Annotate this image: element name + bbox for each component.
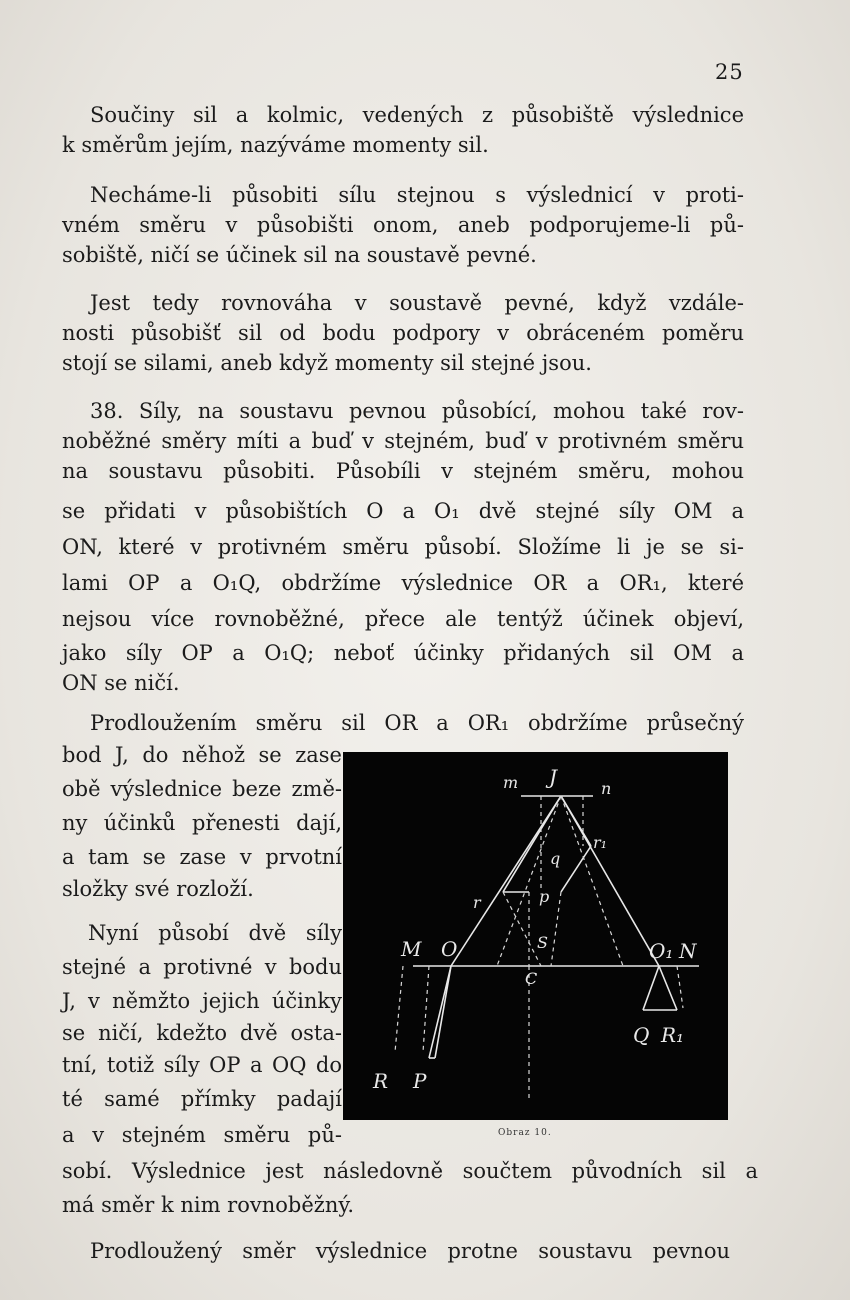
dashed-line	[503, 892, 541, 966]
text-line: obě výslednice beze změ-	[62, 777, 342, 801]
text-line: sobiště, ničí se účinek sil na soustavě pevné.	[62, 243, 537, 267]
label-r1: r₁	[593, 833, 608, 852]
line-OP	[435, 966, 451, 1058]
label-P: P	[413, 1069, 427, 1093]
label-S: S	[537, 933, 548, 952]
label-N: N	[679, 939, 697, 963]
text-line: se ničí, kdežto dvě osta-	[62, 1021, 342, 1045]
label-r: r	[473, 893, 481, 912]
text-line: na soustavu působiti. Působíli v stejném směru, mohou	[62, 459, 744, 483]
dashed-line	[677, 966, 683, 1008]
text-line: vném směru v působišti onom, aneb podporujeme-li pů-	[62, 213, 744, 237]
text-line: Prodloužený směr výslednice protne soustavu pevnou	[90, 1239, 730, 1263]
text-line: tní, totiž síly OP a OQ do	[62, 1053, 342, 1077]
text-line: Jest tedy rovnováha v soustavě pevné, když vzdále-	[90, 291, 744, 315]
text-line: nosti působišť sil od bodu podpory v obráceném poměru	[62, 321, 744, 345]
text-line: 38. Síly, na soustavu pevnou působící, mohou také rov-	[90, 399, 744, 423]
dashed-line	[561, 796, 623, 966]
line-O1Q	[643, 966, 659, 1010]
text-line: sobí. Výslednice jest následovně součtem původních sil a	[62, 1159, 758, 1183]
text-line: stojí se silami, aneb když momenty sil stejné jsou.	[62, 351, 592, 375]
line-OR	[429, 966, 451, 1058]
label-C: C	[525, 969, 538, 988]
text-line: bod J, do něhož se zase	[62, 743, 342, 767]
text-line: té samé přímky padají	[62, 1087, 342, 1111]
text-line: se přidati v působištích O a O₁ dvě stejné síly OM a	[62, 499, 744, 523]
label-R1: R₁	[661, 1023, 685, 1047]
label-O1: O₁	[649, 939, 674, 963]
line-r1p	[561, 846, 591, 892]
text-line: Součiny sil a kolmic, vedených z působiště výslednice	[90, 103, 744, 127]
dashed-line	[423, 966, 429, 1052]
label-m: m	[503, 773, 519, 792]
force-diagram-figure	[343, 752, 728, 1120]
text-line: jako síly OP a O₁Q; neboť účinky přidaných sil OM a	[62, 641, 744, 665]
line-Jr1	[561, 796, 591, 846]
text-line: ON se ničí.	[62, 671, 180, 695]
figure-caption: Obraz 10.	[498, 1128, 552, 1138]
text-line: noběžné směry míti a buď v stejném, buď v protivném směru	[62, 429, 744, 453]
text-line: složky své rozloží.	[62, 877, 254, 901]
text-line: Necháme-li působiti sílu stejnou s výslednicí v proti-	[90, 183, 744, 207]
text-line: Prodloužením směru sil OR a OR₁ obdržíme průsečný	[90, 711, 744, 735]
text-line: a tam se zase v prvotní	[62, 845, 342, 869]
page-number: 25	[715, 60, 744, 84]
label-Q: Q	[633, 1023, 650, 1047]
text-line: lami OP a O₁Q, obdržíme výslednice OR a OR₁, které	[62, 571, 744, 595]
text-line: J, v němžto jejich účinky	[62, 989, 342, 1013]
text-line: ny účinků přenesti dají,	[62, 811, 342, 835]
label-O: O	[441, 937, 458, 961]
text-line: ON, které v protivném směru působí. Složíme li je se si-	[62, 535, 744, 559]
text-line: a v stejném směru pů-	[62, 1123, 342, 1147]
label-M: M	[401, 937, 422, 961]
line-Jr	[503, 796, 561, 892]
dashed-line	[551, 892, 561, 966]
text-line: stejné a protivné v bodu	[62, 955, 342, 979]
text-line: Nyní působí dvě síly	[88, 921, 342, 945]
label-J: J	[549, 765, 558, 789]
label-p: p	[539, 887, 550, 906]
label-R: R	[373, 1069, 389, 1093]
dashed-line	[395, 966, 403, 1052]
force-diagram	[343, 752, 728, 1120]
text-line: nejsou více rovnoběžné, přece ale tentýž účinek objeví,	[62, 607, 744, 631]
text-line: má směr k nim rovnoběžný.	[62, 1193, 355, 1217]
label-n: n	[601, 779, 612, 798]
label-q: q	[550, 849, 561, 868]
line-O1R1	[659, 966, 677, 1010]
text-line: k směrům jejím, nazýváme momenty sil.	[62, 133, 489, 157]
